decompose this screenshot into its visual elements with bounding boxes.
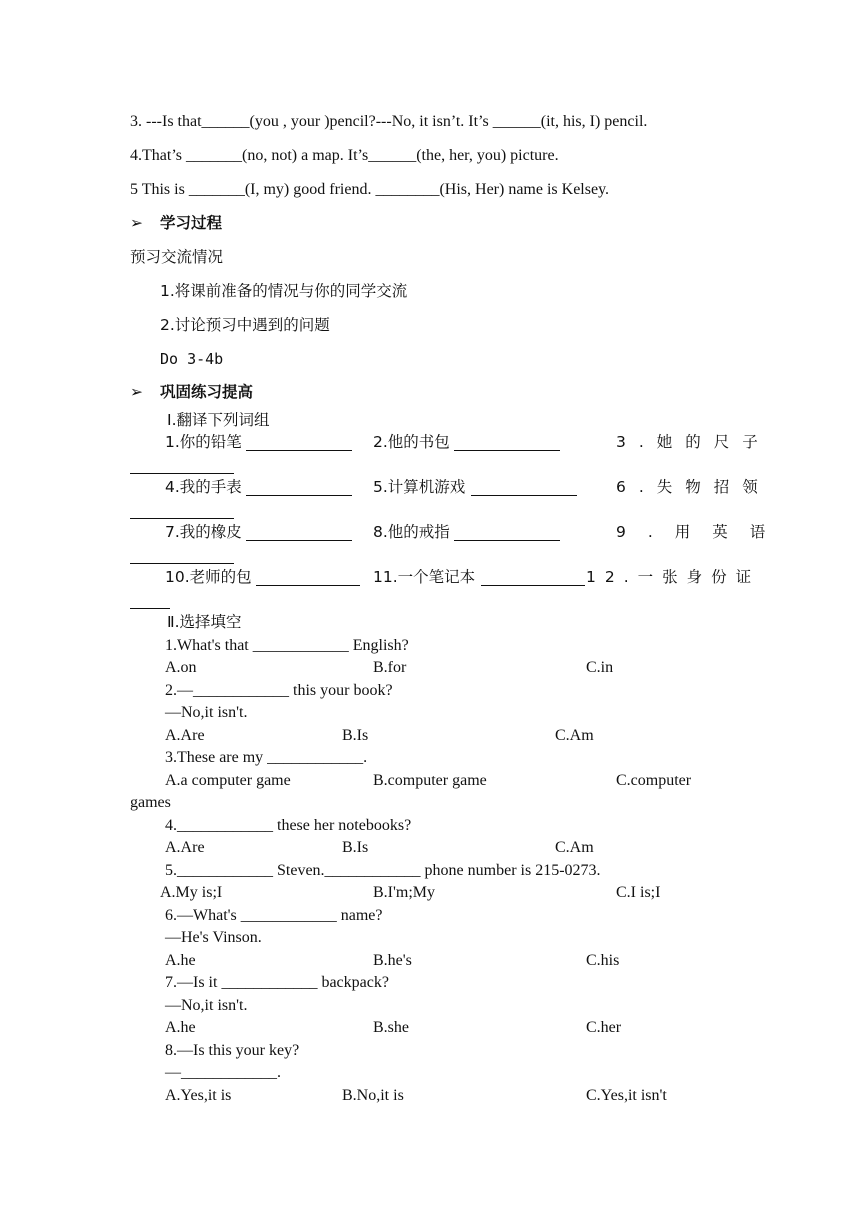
- answer-blank[interactable]: [130, 563, 234, 564]
- option-a[interactable]: A.he: [165, 952, 196, 969]
- option-a[interactable]: A.Are: [165, 839, 205, 856]
- section-heading-practice: [130, 382, 253, 402]
- section-heading-text: 巩固练习提高: [160, 383, 254, 401]
- translate-item: 2.他的书包: [373, 433, 450, 451]
- translate-item: 5.计算机游戏: [373, 478, 466, 496]
- question-stem: 7.—Is it ____________ backpack?: [165, 974, 389, 991]
- translate-item: 7.我的橡皮: [165, 523, 242, 541]
- arrow-bullet-icon: ➢: [130, 214, 143, 232]
- answer-blank[interactable]: [454, 450, 560, 451]
- translate-item: 4.我的手表: [165, 478, 242, 496]
- question-stem: 8.—Is this your key?: [165, 1042, 300, 1059]
- answer-blank[interactable]: [246, 450, 352, 451]
- question-stem: 3.These are my ____________.: [165, 749, 368, 766]
- option-b[interactable]: B.Is: [342, 839, 369, 856]
- option-b[interactable]: B.for: [373, 659, 407, 676]
- option-a[interactable]: A.My is;I: [160, 884, 223, 901]
- translate-item: 6.失物招领: [616, 478, 771, 496]
- option-a[interactable]: A.he: [165, 1019, 196, 1036]
- option-c[interactable]: C.his: [586, 952, 620, 969]
- option-c[interactable]: C.Am: [555, 727, 594, 744]
- question-stem: 6.—What's ____________ name?: [165, 907, 383, 924]
- option-c-wrap: games: [130, 794, 171, 811]
- arrow-bullet-icon: ➢: [130, 383, 143, 401]
- part1-title: Ⅰ.翻译下列词组: [167, 411, 270, 429]
- option-a[interactable]: A.Are: [165, 727, 205, 744]
- answer-blank[interactable]: [481, 585, 585, 586]
- option-c[interactable]: C.her: [586, 1019, 622, 1036]
- exercise-line-4: 4.That’s _______(no, not) a map. It’s______(the, her, you) picture.: [130, 147, 559, 164]
- option-a[interactable]: A.a computer game: [165, 772, 291, 789]
- question-reply: —____________.: [165, 1064, 281, 1081]
- translate-item: 10.老师的包: [165, 568, 252, 586]
- translate-item: 1.你的铅笔: [165, 433, 242, 451]
- question-reply: —No,it isn't.: [165, 704, 248, 721]
- question-stem: 1.What's that ____________ English?: [165, 637, 409, 654]
- answer-blank[interactable]: [130, 473, 234, 474]
- option-c[interactable]: C.computer: [616, 772, 692, 789]
- option-b[interactable]: B.I'm;My: [373, 884, 435, 901]
- option-c[interactable]: C.in: [586, 659, 614, 676]
- option-a[interactable]: A.Yes,it is: [165, 1087, 232, 1104]
- section-heading-process: [130, 213, 222, 233]
- option-b[interactable]: B.she: [373, 1019, 409, 1036]
- answer-blank[interactable]: [130, 518, 234, 519]
- option-b[interactable]: B.he's: [373, 952, 412, 969]
- option-c[interactable]: C.Am: [555, 839, 594, 856]
- translate-item: 8.他的戒指: [373, 523, 450, 541]
- option-c[interactable]: C.Yes,it isn't: [586, 1087, 667, 1104]
- answer-blank[interactable]: [471, 495, 577, 496]
- option-c[interactable]: C.I is;I: [616, 884, 661, 901]
- section-heading-text: 学习过程: [160, 214, 223, 232]
- exercise-line-5: 5 This is _______(I, my) good friend. ________(His, Her) name is Kelsey.: [130, 181, 610, 198]
- answer-blank[interactable]: [130, 608, 170, 609]
- option-b[interactable]: B.Is: [342, 727, 369, 744]
- option-b[interactable]: B.No,it is: [342, 1087, 404, 1104]
- question-reply: —He's Vinson.: [165, 929, 262, 946]
- question-stem: 5.____________ Steven.____________ phone number is 215-0273.: [165, 862, 601, 879]
- question-stem: 4.____________ these her notebooks?: [165, 817, 412, 834]
- question-stem: 2.—____________ this your book?: [165, 682, 393, 699]
- option-a[interactable]: A.on: [165, 659, 197, 676]
- exercise-line-3: 3. ---Is that______(you , your )pencil?---No, it isn’t. It’s ______(it, his, I) pencil.: [130, 113, 648, 130]
- question-reply: —No,it isn't.: [165, 997, 248, 1014]
- option-b[interactable]: B.computer game: [373, 772, 487, 789]
- answer-blank[interactable]: [246, 495, 352, 496]
- answer-blank[interactable]: [454, 540, 560, 541]
- part2-title: Ⅱ.选择填空: [167, 613, 242, 631]
- task-label: Do 3-4b: [160, 350, 224, 368]
- process-item-2: 2.讨论预习中遇到的问题: [160, 316, 330, 334]
- answer-blank[interactable]: [246, 540, 352, 541]
- translate-item: 11.一个笔记本: [373, 568, 476, 586]
- translate-item: 9.用英语: [616, 523, 788, 541]
- answer-blank[interactable]: [256, 585, 360, 586]
- translate-item: 3.她的尺子: [616, 433, 771, 451]
- process-item-1: 1.将课前准备的情况与你的同学交流: [160, 282, 408, 300]
- subheading-preview: 预习交流情况: [130, 248, 224, 266]
- translate-item: 12.一张身份证: [586, 568, 761, 586]
